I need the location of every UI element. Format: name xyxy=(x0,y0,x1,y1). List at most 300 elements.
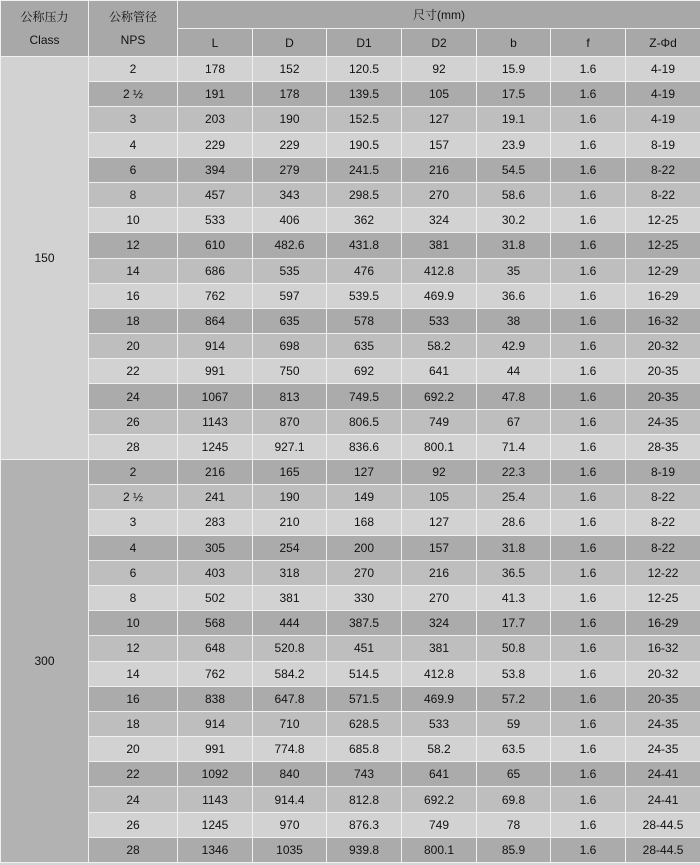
table-row xyxy=(1,359,700,384)
dimension-value-cell: 381 xyxy=(402,636,477,661)
nps-cell: 28 xyxy=(89,434,178,459)
nps-cell: 12 xyxy=(89,636,178,661)
dimension-value-cell: 743 xyxy=(327,762,402,787)
nps-cell: 10 xyxy=(89,611,178,636)
dimension-value-cell: 1.6 xyxy=(551,460,626,485)
dimension-value-cell: 864 xyxy=(178,308,253,333)
dimension-value-cell: 914 xyxy=(178,334,253,359)
nps-cell: 8 xyxy=(89,182,178,207)
dimension-value-cell: 806.5 xyxy=(327,409,402,434)
dimension-value-cell: 1.6 xyxy=(551,762,626,787)
nps-cell: 12 xyxy=(89,233,178,258)
dimension-value-cell: 914.4 xyxy=(253,787,327,812)
dimension-value-cell: 24-35 xyxy=(626,737,700,762)
table-row xyxy=(1,585,700,610)
dimension-value-cell: 58.6 xyxy=(477,182,551,207)
table-row xyxy=(1,711,700,736)
dimension-value-cell: 520.8 xyxy=(253,636,327,661)
dimension-value-cell: 12-29 xyxy=(626,258,700,283)
table-body xyxy=(1,57,700,863)
dimension-value-cell: 4-19 xyxy=(626,107,700,132)
dimension-value-cell: 1.6 xyxy=(551,485,626,510)
dimension-value-cell: 178 xyxy=(178,57,253,82)
dimension-value-cell: 15.9 xyxy=(477,57,551,82)
table-row xyxy=(1,208,700,233)
table-row xyxy=(1,283,700,308)
nps-cell: 22 xyxy=(89,762,178,787)
dimension-value-cell: 324 xyxy=(402,208,477,233)
nps-cell: 3 xyxy=(89,510,178,535)
table-row xyxy=(1,132,700,157)
dimension-value-cell: 870 xyxy=(253,409,327,434)
dimension-value-cell: 53.8 xyxy=(477,661,551,686)
dimension-value-cell: 16-29 xyxy=(626,611,700,636)
dimension-value-cell: 24-41 xyxy=(626,787,700,812)
dimension-value-cell: 1.6 xyxy=(551,636,626,661)
dimension-value-cell: 330 xyxy=(327,585,402,610)
column-header-nps xyxy=(89,1,178,57)
dimension-value-cell: 168 xyxy=(327,510,402,535)
dimension-value-cell: 58.2 xyxy=(402,737,477,762)
dimension-value-cell: 1.6 xyxy=(551,258,626,283)
dimension-value-cell: 1.6 xyxy=(551,82,626,107)
dimension-value-cell: 191 xyxy=(178,82,253,107)
dimension-value-cell: 17.5 xyxy=(477,82,551,107)
dimension-value-cell: 25.4 xyxy=(477,485,551,510)
dimension-value-cell: 157 xyxy=(402,132,477,157)
dimension-value-cell: 85.9 xyxy=(477,837,551,862)
dimension-value-cell: 571.5 xyxy=(327,686,402,711)
dimension-value-cell: 1.6 xyxy=(551,787,626,812)
dimension-value-cell: 12-25 xyxy=(626,233,700,258)
dimension-value-cell: 19.1 xyxy=(477,107,551,132)
dimension-value-cell: 533 xyxy=(402,308,477,333)
dimension-value-cell: 28-35 xyxy=(626,434,700,459)
dimension-value-cell: 469.9 xyxy=(402,283,477,308)
dimension-value-cell: 1.6 xyxy=(551,686,626,711)
nps-cell: 10 xyxy=(89,208,178,233)
dimension-value-cell: 36.5 xyxy=(477,560,551,585)
dimension-value-cell: 578 xyxy=(327,308,402,333)
dimension-value-cell: 44 xyxy=(477,359,551,384)
dimension-value-cell: 67 xyxy=(477,409,551,434)
nps-cell: 14 xyxy=(89,661,178,686)
dimension-value-cell: 78 xyxy=(477,812,551,837)
dimension-value-cell: 42.9 xyxy=(477,334,551,359)
dimension-value-cell: 469.9 xyxy=(402,686,477,711)
dimension-value-cell: 749.5 xyxy=(327,384,402,409)
column-header-nps-en: NPS xyxy=(120,32,146,47)
dimension-value-cell: 1.6 xyxy=(551,585,626,610)
dimension-value-cell: 58.2 xyxy=(402,334,477,359)
nps-cell: 8 xyxy=(89,585,178,610)
dimension-value-cell: 20-35 xyxy=(626,686,700,711)
dimension-value-cell: 800.1 xyxy=(402,434,477,459)
dimension-value-cell: 451 xyxy=(327,636,402,661)
nps-cell: 2 ½ xyxy=(89,82,178,107)
dimension-value-cell: 1245 xyxy=(178,434,253,459)
dimension-value-cell: 1245 xyxy=(178,812,253,837)
dimension-value-cell: 165 xyxy=(253,460,327,485)
class-label-cell: 300 xyxy=(1,460,89,863)
table-row xyxy=(1,157,700,182)
dimension-value-cell: 270 xyxy=(402,182,477,207)
nps-cell: 18 xyxy=(89,711,178,736)
dimension-value-cell: 1.6 xyxy=(551,611,626,636)
dimension-value-cell: 1.6 xyxy=(551,812,626,837)
dimension-value-cell: 127 xyxy=(402,510,477,535)
dimension-value-cell: 394 xyxy=(178,157,253,182)
nps-cell: 26 xyxy=(89,409,178,434)
column-header-dim: f xyxy=(551,29,626,57)
table-row xyxy=(1,762,700,787)
dimension-value-cell: 8-22 xyxy=(626,182,700,207)
dimension-value-cell: 17.7 xyxy=(477,611,551,636)
dimension-value-cell: 54.5 xyxy=(477,157,551,182)
dimension-value-cell: 749 xyxy=(402,812,477,837)
dimension-value-cell: 710 xyxy=(253,711,327,736)
dimension-value-cell: 457 xyxy=(178,182,253,207)
dimension-value-cell: 65 xyxy=(477,762,551,787)
dimension-value-cell: 152 xyxy=(253,57,327,82)
dimension-value-cell: 685.8 xyxy=(327,737,402,762)
dimension-value-cell: 1.6 xyxy=(551,409,626,434)
dimension-value-cell: 283 xyxy=(178,510,253,535)
dimension-value-cell: 991 xyxy=(178,359,253,384)
column-header-dim: b xyxy=(477,29,551,57)
dimension-value-cell: 31.8 xyxy=(477,535,551,560)
dimension-value-cell: 324 xyxy=(402,611,477,636)
dimension-value-cell: 20-32 xyxy=(626,334,700,359)
nps-cell: 24 xyxy=(89,787,178,812)
dimension-value-cell: 812.8 xyxy=(327,787,402,812)
dimension-value-cell: 71.4 xyxy=(477,434,551,459)
dimension-value-cell: 914 xyxy=(178,711,253,736)
dimension-value-cell: 1.6 xyxy=(551,510,626,535)
dimension-value-cell: 57.2 xyxy=(477,686,551,711)
dimension-value-cell: 1.6 xyxy=(551,208,626,233)
dimension-value-cell: 813 xyxy=(253,384,327,409)
dimension-value-cell: 1092 xyxy=(178,762,253,787)
dimension-value-cell: 343 xyxy=(253,182,327,207)
dimension-value-cell: 647.8 xyxy=(253,686,327,711)
dimension-value-cell: 1.6 xyxy=(551,535,626,560)
dimension-value-cell: 22.3 xyxy=(477,460,551,485)
table-row xyxy=(1,686,700,711)
dimension-value-cell: 482.6 xyxy=(253,233,327,258)
dimension-value-cell: 838 xyxy=(178,686,253,711)
dimension-value-cell: 840 xyxy=(253,762,327,787)
dimension-value-cell: 305 xyxy=(178,535,253,560)
table-row xyxy=(1,182,700,207)
dimension-value-cell: 1.6 xyxy=(551,233,626,258)
dimension-value-cell: 406 xyxy=(253,208,327,233)
table-row xyxy=(1,812,700,837)
table-row xyxy=(1,560,700,585)
dimension-value-cell: 1.6 xyxy=(551,132,626,157)
dimension-value-cell: 270 xyxy=(402,585,477,610)
dimension-value-cell: 12-25 xyxy=(626,208,700,233)
table-row xyxy=(1,535,700,560)
dimension-value-cell: 16-32 xyxy=(626,308,700,333)
dimension-value-cell: 41.3 xyxy=(477,585,551,610)
dimension-value-cell: 1.6 xyxy=(551,434,626,459)
table-row xyxy=(1,57,700,82)
table-row xyxy=(1,737,700,762)
dimension-value-cell: 533 xyxy=(402,711,477,736)
dimension-value-cell: 635 xyxy=(327,334,402,359)
dimension-value-cell: 28-44.5 xyxy=(626,812,700,837)
column-header-dim: D xyxy=(253,29,327,57)
dimension-value-cell: 1.6 xyxy=(551,560,626,585)
dimension-value-cell: 692.2 xyxy=(402,384,477,409)
dimension-value-cell: 20-35 xyxy=(626,359,700,384)
dimension-value-cell: 216 xyxy=(402,560,477,585)
nps-cell: 22 xyxy=(89,359,178,384)
dimension-value-cell: 970 xyxy=(253,812,327,837)
nps-cell: 20 xyxy=(89,334,178,359)
dimension-value-cell: 1.6 xyxy=(551,283,626,308)
dimension-value-cell: 412.8 xyxy=(402,661,477,686)
dimension-value-cell: 20-32 xyxy=(626,661,700,686)
dimension-value-cell: 279 xyxy=(253,157,327,182)
table-row xyxy=(1,611,700,636)
dimension-value-cell: 210 xyxy=(253,510,327,535)
dimension-value-cell: 24-35 xyxy=(626,409,700,434)
table-row xyxy=(1,258,700,283)
dimension-value-cell: 597 xyxy=(253,283,327,308)
dimension-value-cell: 381 xyxy=(253,585,327,610)
column-header-dim: Z-Φd xyxy=(626,29,700,57)
dimension-value-cell: 1143 xyxy=(178,787,253,812)
dimension-value-cell: 4-19 xyxy=(626,82,700,107)
nps-cell: 4 xyxy=(89,132,178,157)
dimension-value-cell: 105 xyxy=(402,82,477,107)
dimension-value-cell: 23.9 xyxy=(477,132,551,157)
dimension-value-cell: 476 xyxy=(327,258,402,283)
dimension-value-cell: 692 xyxy=(327,359,402,384)
dimension-value-cell: 381 xyxy=(402,233,477,258)
nps-cell: 2 xyxy=(89,460,178,485)
table-row xyxy=(1,837,700,862)
dimension-value-cell: 749 xyxy=(402,409,477,434)
dimension-value-cell: 1346 xyxy=(178,837,253,862)
table-row xyxy=(1,434,700,459)
dimension-value-cell: 38 xyxy=(477,308,551,333)
dimension-value-cell: 8-22 xyxy=(626,535,700,560)
table-header xyxy=(1,1,700,57)
dimension-value-cell: 200 xyxy=(327,535,402,560)
table-row xyxy=(1,107,700,132)
dimension-value-cell: 28-44.5 xyxy=(626,837,700,862)
dimension-value-cell: 120.5 xyxy=(327,57,402,82)
dimension-value-cell: 4-19 xyxy=(626,57,700,82)
dimension-value-cell: 270 xyxy=(327,560,402,585)
dimension-value-cell: 939.8 xyxy=(327,837,402,862)
dimension-value-cell: 387.5 xyxy=(327,611,402,636)
table-row xyxy=(1,661,700,686)
dimension-value-cell: 927.1 xyxy=(253,434,327,459)
dimension-value-cell: 16-29 xyxy=(626,283,700,308)
dimension-value-cell: 229 xyxy=(253,132,327,157)
dimension-value-cell: 12-25 xyxy=(626,585,700,610)
table-row xyxy=(1,460,700,485)
dimension-value-cell: 241.5 xyxy=(327,157,402,182)
dimension-value-cell: 20-35 xyxy=(626,384,700,409)
dimension-value-cell: 203 xyxy=(178,107,253,132)
table-row xyxy=(1,485,700,510)
dimension-value-cell: 1035 xyxy=(253,837,327,862)
nps-cell: 24 xyxy=(89,384,178,409)
dimension-value-cell: 139.5 xyxy=(327,82,402,107)
table-row xyxy=(1,409,700,434)
nps-cell: 2 ½ xyxy=(89,485,178,510)
dimension-value-cell: 298.5 xyxy=(327,182,402,207)
dimension-value-cell: 149 xyxy=(327,485,402,510)
dimension-value-cell: 28.6 xyxy=(477,510,551,535)
dimension-value-cell: 539.5 xyxy=(327,283,402,308)
dimension-value-cell: 12-22 xyxy=(626,560,700,585)
dimension-value-cell: 686 xyxy=(178,258,253,283)
dimension-value-cell: 610 xyxy=(178,233,253,258)
column-header-size: 尺寸(mm) xyxy=(178,1,700,29)
dimension-value-cell: 190 xyxy=(253,107,327,132)
column-header-nps-cn: 公称管径 xyxy=(108,9,157,24)
nps-cell: 18 xyxy=(89,308,178,333)
nps-cell: 28 xyxy=(89,837,178,862)
dimension-value-cell: 431.8 xyxy=(327,233,402,258)
dimension-value-cell: 698 xyxy=(253,334,327,359)
dimension-value-cell: 8-19 xyxy=(626,460,700,485)
table-row xyxy=(1,636,700,661)
dimension-value-cell: 641 xyxy=(402,762,477,787)
dimension-value-cell: 92 xyxy=(402,460,477,485)
dimension-value-cell: 1.6 xyxy=(551,737,626,762)
nps-cell: 6 xyxy=(89,157,178,182)
dimension-value-cell: 47.8 xyxy=(477,384,551,409)
table-row xyxy=(1,82,700,107)
dimension-value-cell: 157 xyxy=(402,535,477,560)
class-label-cell: 150 xyxy=(1,57,89,460)
dimension-value-cell: 31.8 xyxy=(477,233,551,258)
dimension-value-cell: 514.5 xyxy=(327,661,402,686)
dimension-value-cell: 692.2 xyxy=(402,787,477,812)
dimension-value-cell: 36.6 xyxy=(477,283,551,308)
dimension-value-cell: 444 xyxy=(253,611,327,636)
dimension-value-cell: 216 xyxy=(178,460,253,485)
dimension-value-cell: 59 xyxy=(477,711,551,736)
dimension-value-cell: 1.6 xyxy=(551,837,626,862)
dimension-value-cell: 403 xyxy=(178,560,253,585)
dimension-value-cell: 641 xyxy=(402,359,477,384)
dimension-value-cell: 1.6 xyxy=(551,359,626,384)
dimension-value-cell: 635 xyxy=(253,308,327,333)
dimension-value-cell: 190 xyxy=(253,485,327,510)
dimension-value-cell: 1.6 xyxy=(551,57,626,82)
dimension-value-cell: 991 xyxy=(178,737,253,762)
dimension-value-cell: 318 xyxy=(253,560,327,585)
dimension-value-cell: 533 xyxy=(178,208,253,233)
dimension-value-cell: 750 xyxy=(253,359,327,384)
column-header-dim: D1 xyxy=(327,29,402,57)
dimension-value-cell: 8-19 xyxy=(626,132,700,157)
dimension-value-cell: 178 xyxy=(253,82,327,107)
table-row xyxy=(1,334,700,359)
dimension-value-cell: 1.6 xyxy=(551,334,626,359)
table-row xyxy=(1,233,700,258)
dimension-value-cell: 1.6 xyxy=(551,308,626,333)
nps-cell: 16 xyxy=(89,686,178,711)
table-row xyxy=(1,510,700,535)
dimension-value-cell: 1.6 xyxy=(551,157,626,182)
dimension-value-cell: 1143 xyxy=(178,409,253,434)
dimension-value-cell: 8-22 xyxy=(626,510,700,535)
dimension-value-cell: 762 xyxy=(178,283,253,308)
nps-cell: 16 xyxy=(89,283,178,308)
dimension-value-cell: 362 xyxy=(327,208,402,233)
column-header-class-en: Class xyxy=(29,32,60,47)
table-row xyxy=(1,384,700,409)
nps-cell: 4 xyxy=(89,535,178,560)
column-header-class xyxy=(1,1,89,57)
dimension-value-cell: 628.5 xyxy=(327,711,402,736)
dimension-value-cell: 63.5 xyxy=(477,737,551,762)
dimension-value-cell: 502 xyxy=(178,585,253,610)
dimension-value-cell: 16-32 xyxy=(626,636,700,661)
nps-cell: 6 xyxy=(89,560,178,585)
dimension-value-cell: 254 xyxy=(253,535,327,560)
dimension-value-cell: 535 xyxy=(253,258,327,283)
dimension-value-cell: 69.8 xyxy=(477,787,551,812)
dimension-value-cell: 800.1 xyxy=(402,837,477,862)
dimension-value-cell: 1.6 xyxy=(551,711,626,736)
dimension-value-cell: 216 xyxy=(402,157,477,182)
dimension-value-cell: 1067 xyxy=(178,384,253,409)
dimension-value-cell: 8-22 xyxy=(626,485,700,510)
dimension-value-cell: 190.5 xyxy=(327,132,402,157)
dimension-value-cell: 1.6 xyxy=(551,661,626,686)
nps-cell: 14 xyxy=(89,258,178,283)
dimension-value-cell: 1.6 xyxy=(551,384,626,409)
dimension-value-cell: 1.6 xyxy=(551,107,626,132)
dimension-value-cell: 30.2 xyxy=(477,208,551,233)
dimension-value-cell: 24-35 xyxy=(626,711,700,736)
dimension-value-cell: 412.8 xyxy=(402,258,477,283)
dimension-value-cell: 762 xyxy=(178,661,253,686)
dimension-value-cell: 584.2 xyxy=(253,661,327,686)
dimension-value-cell: 35 xyxy=(477,258,551,283)
dimension-value-cell: 127 xyxy=(327,460,402,485)
dimension-value-cell: 105 xyxy=(402,485,477,510)
column-header-dim: L xyxy=(178,29,253,57)
dimension-value-cell: 152.5 xyxy=(327,107,402,132)
column-header-class-cn: 公称压力 xyxy=(20,9,69,24)
dimension-value-cell: 229 xyxy=(178,132,253,157)
nps-cell: 2 xyxy=(89,57,178,82)
dimension-value-cell: 1.6 xyxy=(551,182,626,207)
dimension-value-cell: 774.8 xyxy=(253,737,327,762)
dimension-value-cell: 127 xyxy=(402,107,477,132)
nps-cell: 26 xyxy=(89,812,178,837)
table-row xyxy=(1,787,700,812)
nps-cell: 3 xyxy=(89,107,178,132)
dimension-value-cell: 648 xyxy=(178,636,253,661)
dimension-value-cell: 92 xyxy=(402,57,477,82)
dimension-value-cell: 50.8 xyxy=(477,636,551,661)
dimension-value-cell: 8-22 xyxy=(626,157,700,182)
column-header-dim: D2 xyxy=(402,29,477,57)
dimension-value-cell: 24-41 xyxy=(626,762,700,787)
